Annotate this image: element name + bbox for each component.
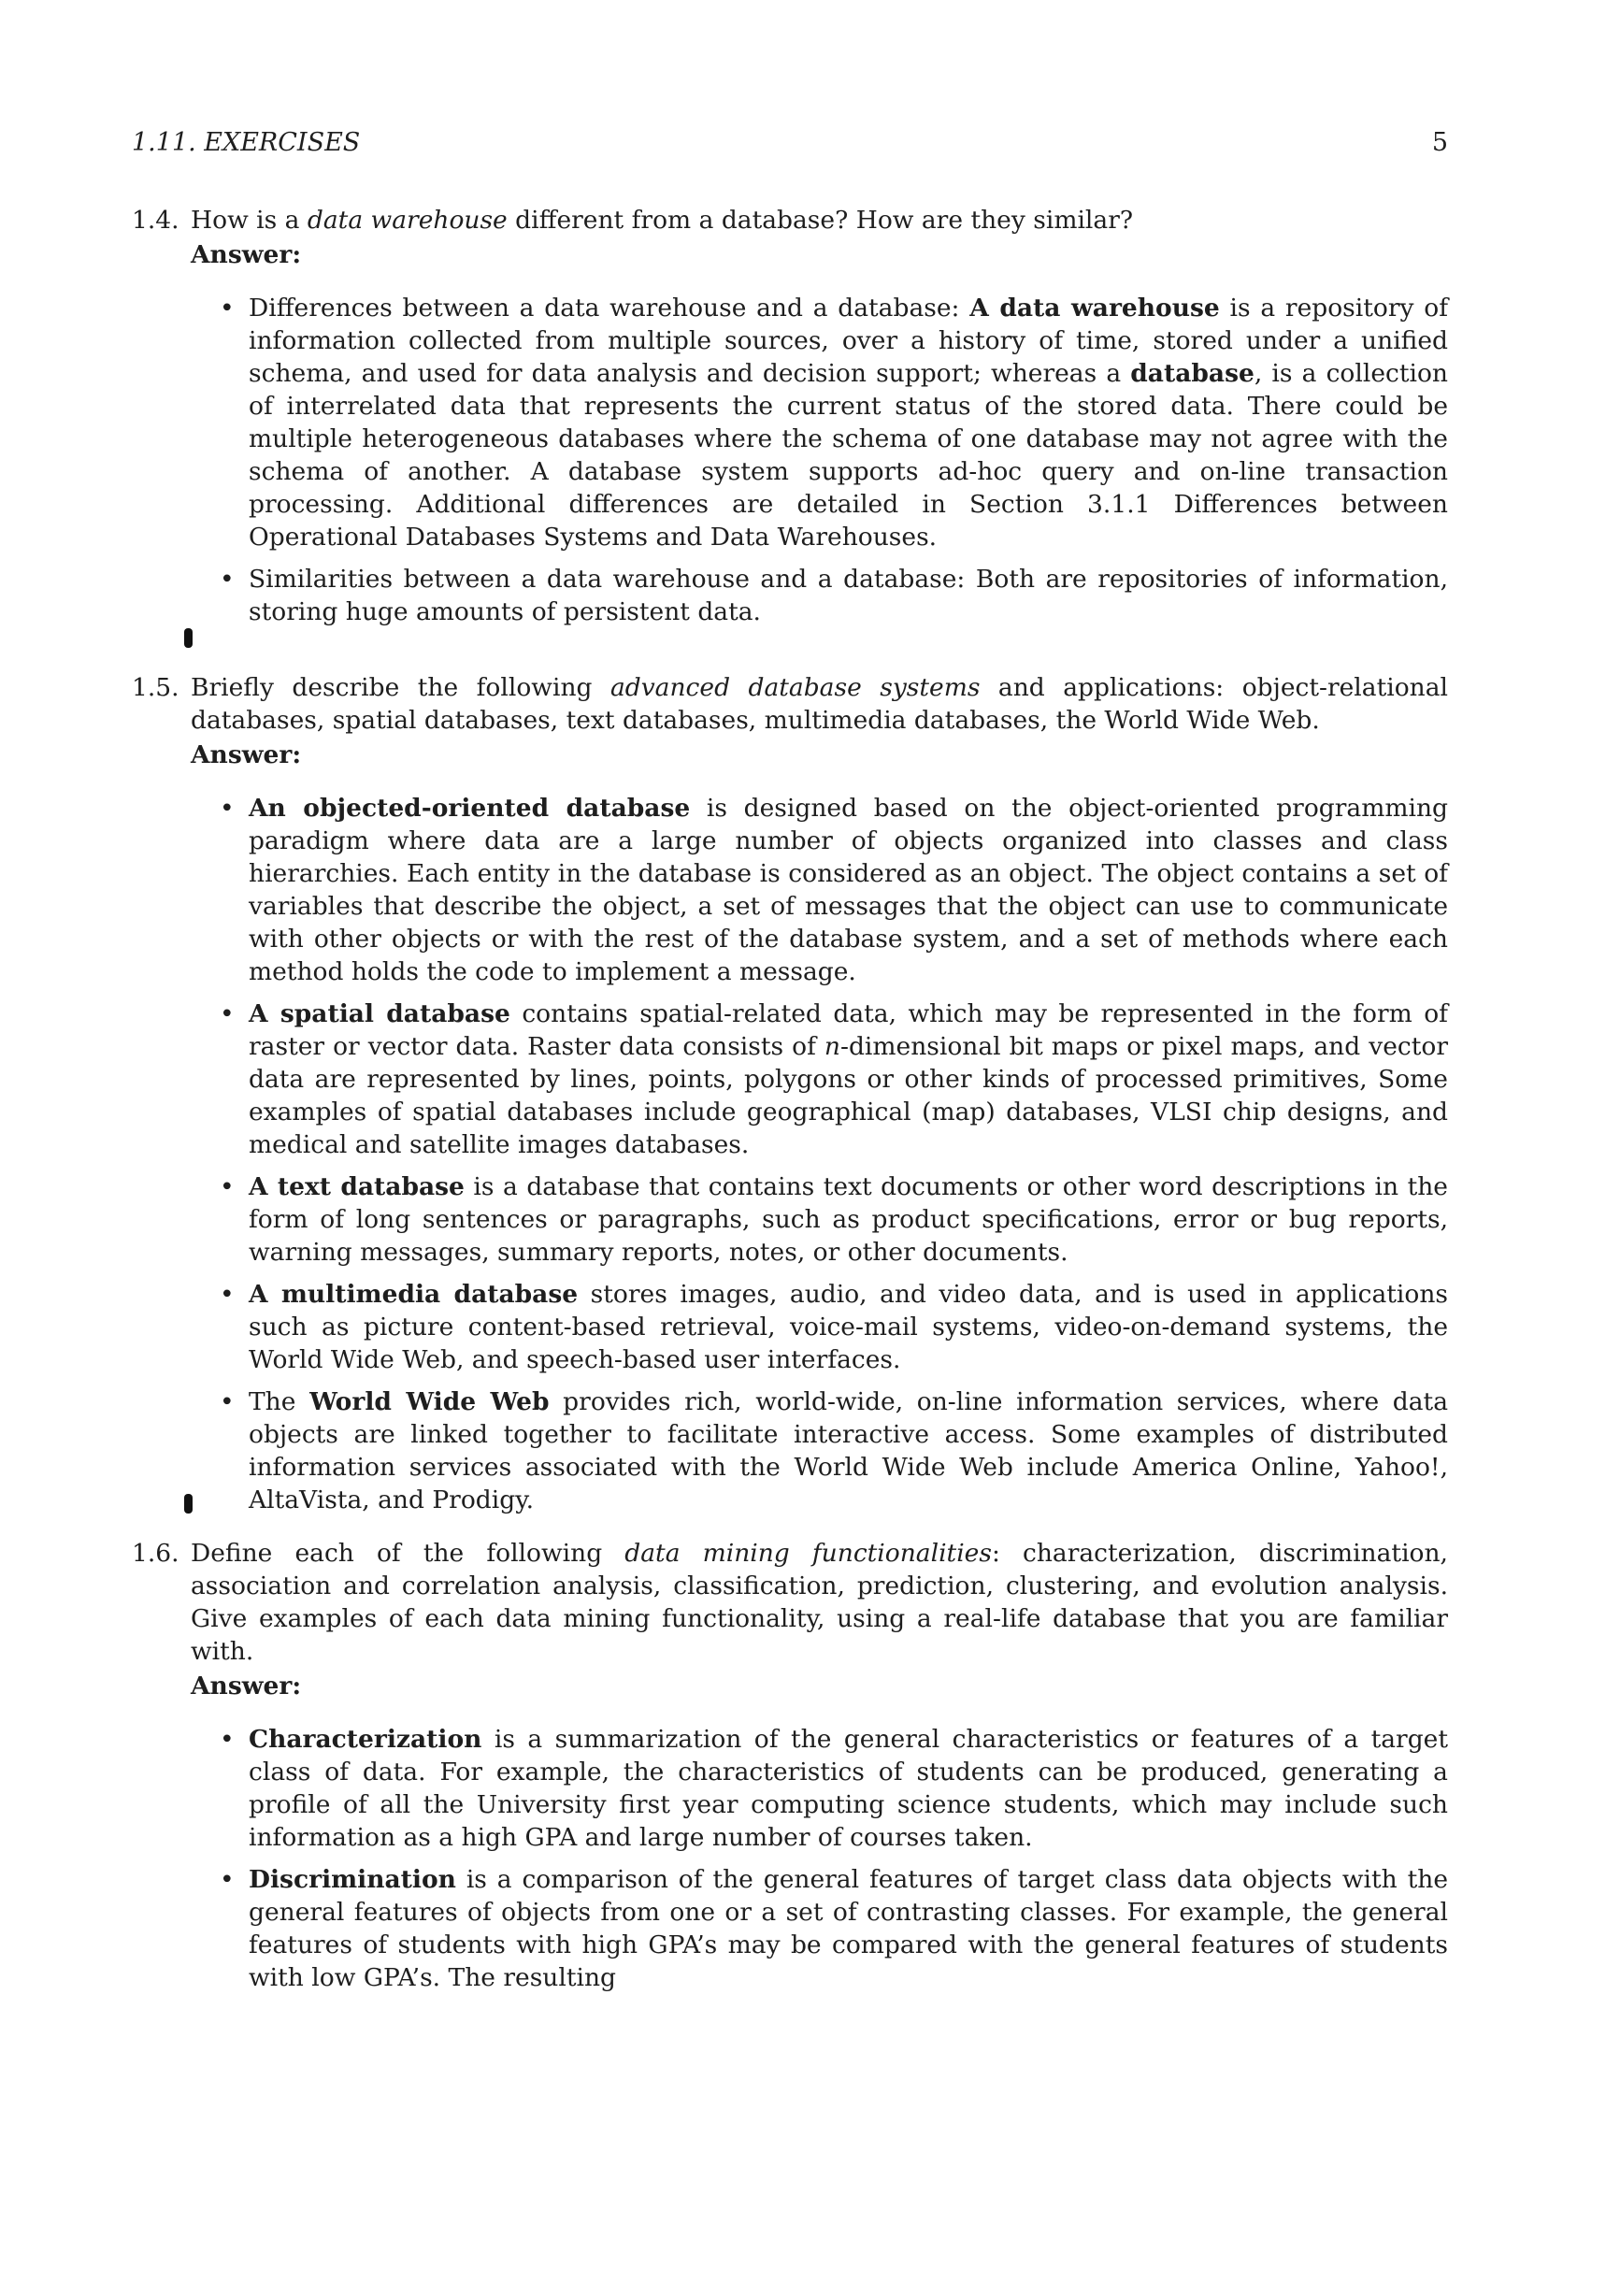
answer-list (132, 292, 1448, 628)
exercise-question: Briefly describe the following advanced database systems and applications: object-relational databases, spatial databases, text databases, multimedia databases, the World Wide Web. (191, 673, 1448, 735)
answer-list (132, 1723, 1448, 1994)
answer-list (132, 792, 1448, 1516)
list-item: • Differences between a data warehouse and a database: A data warehouse is a repository of information collected from multiple sources, over a history of time, stored under a unified schema, and used for data analysis and decision support; whereas a database, is a collection of interrelated data that represents the current status of the stored data. There could be multiple heterogeneous databases where the schema of one database may not agree with the schema of another. A database system supports ad-hoc query and on-line transaction processing. Additional differences are detailed in Section 3.1.1 Differences between Operational Databases Systems and Data Warehouses. (249, 292, 1448, 553)
list-item: • Discrimination is a comparison of the general features of target class data objects with the general features of objects from one or a set of contrasting classes. For example, the general features of students with high GPA’s may be compared with the general features of students with low GPA’s. The resulting (249, 1863, 1448, 1994)
exercise-number: 1.4. (132, 206, 179, 235)
list-item: • Characterization is a summarization of the general characteristics or features of a target class of data. For example, the characteristics of students can be produced, generating a profile of all the University first year computing science students, which may include such information as a high GPA and large number of courses taken. (249, 1723, 1448, 1854)
exercise-1-5 (132, 671, 1448, 1526)
list-item: • A spatial database contains spatial-related data, which may be represented in the form of raster or vector data. Raster data consists of n-dimensional bit maps or pixel maps, and vector data are represented by lines, points, polygons or other kinds of processed primitives, Some examples of spatial databases include geographical (map) databases, VLSI chip designs, and medical and satellite images databases. (249, 997, 1448, 1161)
list-item: • An objected-oriented database is designed based on the object-oriented programming paradigm where data are a large number of objects organized into classes and class hierarchies. Each entity in the database is considered as an object. The object contains a set of variables that describe the object, a set of messages that the object can use to communicate with other objects or with the rest of the database system, and a set of methods where each method holds the code to implement a message. (249, 792, 1448, 988)
exercise-1-4 (132, 204, 1448, 638)
list-item: • A multimedia database stores images, audio, and video data, and is used in applications such as picture content-based retrieval, voice-mail systems, video-on-demand systems, the World Wide Web, and speech-based user interfaces. (249, 1278, 1448, 1376)
list-item: • The World Wide Web provides rich, world-wide, on-line information services, where data objects are linked together to facilitate interactive access. Some examples of distributed information services associated with the World Wide Web include America Online, Yahoo!, AltaVista, and Prodigy. (249, 1385, 1448, 1516)
running-header (132, 127, 1448, 159)
list-item: • A text database is a database that contains text documents or other word descriptions in the form of long sentences or paragraphs, such as product specifications, error or bug reports, warning messages, summary reports, notes, or other documents. (249, 1170, 1448, 1269)
exercise-number: 1.5. (132, 673, 179, 702)
exercise-question: Define each of the following data mining functionalities: characterization, discrimination, association and correlation analysis, classification, prediction, clustering, and evolution analysis. Give examples of each data mining functionality, using a real-life database that you are familiar with. (191, 1539, 1448, 1666)
answer-label: Answer: (191, 740, 302, 769)
exercise-1-6 (132, 1537, 1448, 2003)
margin-mark (184, 628, 193, 648)
exercise-number: 1.6. (132, 1539, 179, 1568)
margin-mark (184, 1494, 193, 1514)
answer-label: Answer: (191, 1672, 302, 1700)
answer-label: Answer: (191, 240, 302, 269)
exercise-question: How is a data warehouse different from a database? How are they similar? (191, 206, 1134, 235)
list-item: • Similarities between a data warehouse and a database: Both are repositories of information, storing huge amounts of persistent data. (249, 563, 1448, 628)
page-number: 5 (1431, 128, 1448, 157)
section-heading: 1.11. EXERCISES (132, 128, 361, 157)
